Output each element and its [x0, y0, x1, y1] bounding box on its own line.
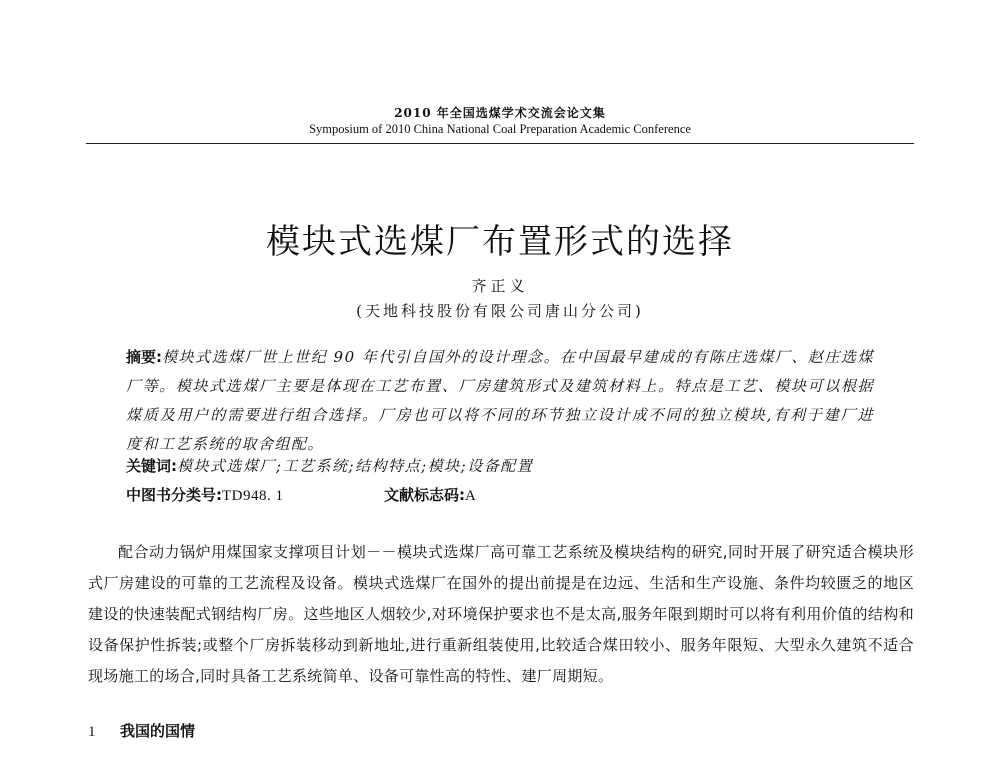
abstract	[126, 343, 874, 459]
clc-entry	[126, 486, 284, 504]
paper-title: 模块式选煤厂布置形式的选择	[266, 222, 734, 262]
abstract-text: 模块式选煤厂世上世纪 90 年代引自国外的设计理念。在中国最早建成的有陈庄选煤厂、赵庄选煤厂等。模块式选煤厂主要是体现在工艺布置、厂房建筑形式及建筑材料上。特点是工艺、模块可以根据煤质及用户的需要进行组合选择。厂房也可以将不同的环节独立设计成不同的独立模块,有利于建厂进度和工艺系统的取舍组配。	[126, 348, 874, 453]
doc-code-entry	[384, 484, 476, 505]
header-divider	[86, 143, 914, 144]
clc-label: 中图书分类号:	[126, 486, 222, 504]
section-title: 我国的国情	[120, 722, 196, 740]
clc-value: TD948. 1	[222, 488, 284, 504]
doc-code-label: 文献标志码:	[384, 486, 465, 504]
classification-row	[126, 484, 874, 505]
doc-code-value: A	[465, 488, 477, 504]
abstract-label: 摘要:	[126, 348, 163, 366]
section-number: 1	[88, 724, 96, 740]
author-name: 齐正义	[471, 277, 529, 295]
keywords-label: 关键词:	[126, 457, 177, 475]
running-header-chinese: 2010 年全国选煤学术交流会论文集	[394, 106, 606, 120]
running-header-english: Symposium of 2010 China National Coal Preparation Academic Conference	[309, 122, 691, 136]
section-heading	[88, 720, 195, 741]
author-affiliation: (天地科技股份有限公司唐山分公司)	[356, 302, 644, 320]
keywords	[126, 455, 533, 476]
keywords-text: 模块式选煤厂;工艺系统;结构特点;模块;设备配置	[177, 457, 534, 475]
body-paragraph: 配合动力锅炉用煤国家支撑项目计划－－模块式选煤厂高可靠工艺系统及模块结构的研究,同时开展了研究适合模块形式厂房建设的可靠的工艺流程及设备。模块式选煤厂在国外的提出前提是在边远、生活和生产设施、条件均较匮乏的地区建设的快速装配式钢结构厂房。这些地区人烟较少,对环境保护要求也不是太高,服务年限到期时可以将有利用价值的结构和设备保护性拆装;或整个厂房拆装移动到新地址,进行重新组装使用,比较适合煤田较小、服务年限短、大型永久建筑不适合现场施工的场合,同时具备工艺系统简单、设备可靠性高的特性、建厂周期短。	[88, 543, 914, 685]
